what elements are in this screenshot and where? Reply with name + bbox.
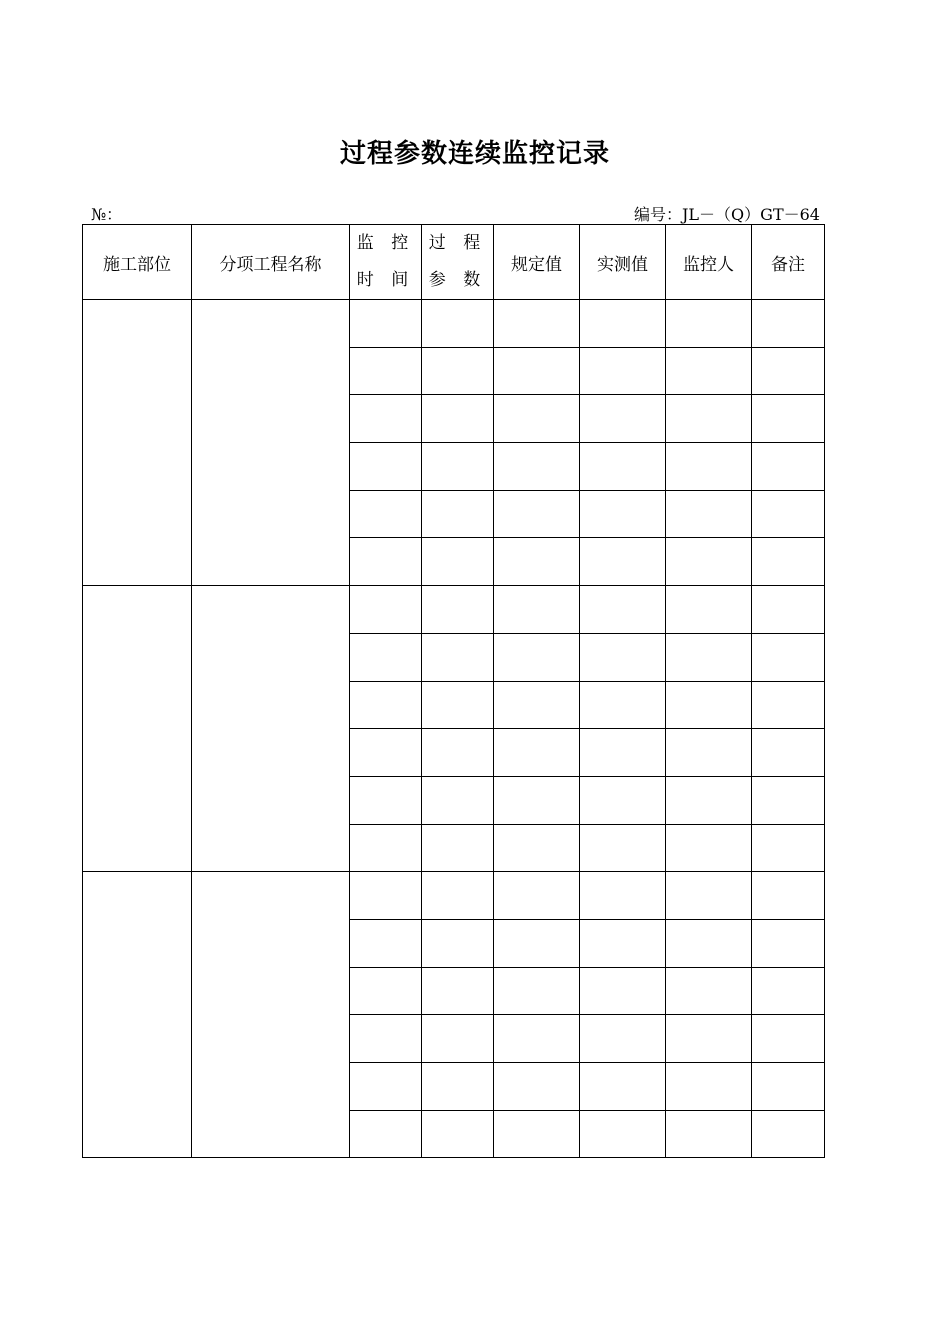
remarks-cell[interactable]: [752, 967, 825, 1015]
monitor-person-cell[interactable]: [666, 967, 752, 1015]
remarks-cell[interactable]: [752, 1015, 825, 1063]
specified-value-cell[interactable]: [494, 872, 580, 920]
specified-value-cell[interactable]: [494, 824, 580, 872]
monitor-person-cell[interactable]: [666, 1063, 752, 1111]
specified-value-cell[interactable]: [494, 1015, 580, 1063]
process-parameter-cell[interactable]: [422, 967, 494, 1015]
measured-value-cell[interactable]: [580, 347, 666, 395]
monitoring-record-table: [82, 224, 825, 1158]
specified-value-cell[interactable]: [494, 1063, 580, 1111]
remarks-cell[interactable]: [752, 586, 825, 634]
monitor-time-cell[interactable]: [350, 967, 422, 1015]
specified-value-cell[interactable]: [494, 776, 580, 824]
specified-value-cell[interactable]: [494, 729, 580, 777]
specified-value-cell[interactable]: [494, 443, 580, 491]
monitor-time-cell[interactable]: [350, 1063, 422, 1111]
specified-value-cell[interactable]: [494, 538, 580, 586]
process-parameter-cell[interactable]: [422, 1110, 494, 1158]
remarks-cell[interactable]: [752, 1063, 825, 1111]
location-cell[interactable]: [83, 586, 192, 872]
monitor-person-cell[interactable]: [666, 490, 752, 538]
specified-value-cell[interactable]: [494, 633, 580, 681]
measured-value-cell[interactable]: [580, 1015, 666, 1063]
monitor-person-cell[interactable]: [666, 395, 752, 443]
process-parameter-cell[interactable]: [422, 824, 494, 872]
specified-value-cell[interactable]: [494, 300, 580, 348]
remarks-cell[interactable]: [752, 347, 825, 395]
monitor-person-cell[interactable]: [666, 776, 752, 824]
measured-value-cell[interactable]: [580, 776, 666, 824]
remarks-cell[interactable]: [752, 872, 825, 920]
process-parameter-cell[interactable]: [422, 586, 494, 634]
monitor-time-cell[interactable]: [350, 824, 422, 872]
specified-value-cell[interactable]: [494, 395, 580, 443]
remarks-cell[interactable]: [752, 776, 825, 824]
process-parameter-cell[interactable]: [422, 729, 494, 777]
monitor-person-cell[interactable]: [666, 1015, 752, 1063]
monitor-person-cell[interactable]: [666, 586, 752, 634]
monitor-time-cell[interactable]: [350, 1015, 422, 1063]
monitor-time-cell[interactable]: [350, 490, 422, 538]
header-row: [83, 225, 825, 300]
remarks-cell[interactable]: [752, 681, 825, 729]
measured-value-cell[interactable]: [580, 443, 666, 491]
monitor-time-cell[interactable]: [350, 347, 422, 395]
process-parameter-cell[interactable]: [422, 395, 494, 443]
table-row: [83, 300, 825, 348]
remarks-cell[interactable]: [752, 395, 825, 443]
monitor-time-cell[interactable]: [350, 776, 422, 824]
subproject-name-cell[interactable]: [192, 300, 350, 586]
measured-value-cell[interactable]: [580, 729, 666, 777]
measured-value-cell[interactable]: [580, 824, 666, 872]
process-parameter-cell[interactable]: [422, 1015, 494, 1063]
record-number-label: №：: [91, 205, 123, 224]
monitor-person-cell[interactable]: [666, 347, 752, 395]
measured-value-cell[interactable]: [580, 1110, 666, 1158]
subproject-name-cell[interactable]: [192, 586, 350, 872]
location-cell[interactable]: [83, 872, 192, 1158]
remarks-cell[interactable]: [752, 633, 825, 681]
remarks-cell[interactable]: [752, 729, 825, 777]
specified-value-cell[interactable]: [494, 1110, 580, 1158]
header-specified-value: 规定值: [494, 225, 580, 300]
header-remarks: 备注: [752, 225, 825, 300]
monitor-person-cell[interactable]: [666, 633, 752, 681]
monitor-person-cell[interactable]: [666, 443, 752, 491]
record-body: [83, 300, 825, 1158]
header-measured-value: 实测值: [580, 225, 666, 300]
header-process-parameter-line1: 过 程: [428, 233, 487, 253]
subproject-name-cell[interactable]: [192, 872, 350, 1158]
process-parameter-cell[interactable]: [422, 681, 494, 729]
specified-value-cell[interactable]: [494, 490, 580, 538]
process-parameter-cell[interactable]: [422, 490, 494, 538]
measured-value-cell[interactable]: [580, 490, 666, 538]
header-monitor-time-line1: 监 控: [356, 233, 415, 253]
table-row: [83, 586, 825, 634]
remarks-cell[interactable]: [752, 919, 825, 967]
measured-value-cell[interactable]: [580, 538, 666, 586]
specified-value-cell[interactable]: [494, 586, 580, 634]
process-parameter-cell[interactable]: [422, 443, 494, 491]
header-monitor-time: [350, 225, 422, 300]
process-parameter-cell[interactable]: [422, 776, 494, 824]
header-subproject-name: 分项工程名称: [192, 225, 350, 300]
specified-value-cell[interactable]: [494, 967, 580, 1015]
monitor-person-cell[interactable]: [666, 1110, 752, 1158]
process-parameter-cell[interactable]: [422, 300, 494, 348]
monitor-person-cell[interactable]: [666, 729, 752, 777]
specified-value-cell[interactable]: [494, 681, 580, 729]
monitor-time-cell[interactable]: [350, 300, 422, 348]
form-code-label: 编号：JL－（Q）GT－64: [634, 205, 820, 224]
process-parameter-cell[interactable]: [422, 1063, 494, 1111]
monitor-time-cell[interactable]: [350, 872, 422, 920]
remarks-cell[interactable]: [752, 300, 825, 348]
header-location: 施工部位: [83, 225, 192, 300]
monitor-person-cell[interactable]: [666, 919, 752, 967]
monitor-time-cell[interactable]: [350, 1110, 422, 1158]
measured-value-cell[interactable]: [580, 967, 666, 1015]
monitor-person-cell[interactable]: [666, 538, 752, 586]
measured-value-cell[interactable]: [580, 1063, 666, 1111]
remarks-cell[interactable]: [752, 490, 825, 538]
header-process-parameter: [422, 225, 494, 300]
process-parameter-cell[interactable]: [422, 633, 494, 681]
monitor-time-cell[interactable]: [350, 919, 422, 967]
remarks-cell[interactable]: [752, 443, 825, 491]
measured-value-cell[interactable]: [580, 586, 666, 634]
monitor-time-cell[interactable]: [350, 681, 422, 729]
location-cell[interactable]: [83, 300, 192, 586]
monitor-time-cell[interactable]: [350, 443, 422, 491]
monitor-time-cell[interactable]: [350, 729, 422, 777]
header-monitor-time-line2: 时 间: [356, 270, 415, 290]
measured-value-cell[interactable]: [580, 633, 666, 681]
specified-value-cell[interactable]: [494, 919, 580, 967]
measured-value-cell[interactable]: [580, 872, 666, 920]
measured-value-cell[interactable]: [580, 395, 666, 443]
monitor-person-cell[interactable]: [666, 824, 752, 872]
monitor-person-cell[interactable]: [666, 872, 752, 920]
header-process-parameter-line2: 参 数: [428, 270, 487, 290]
process-parameter-cell[interactable]: [422, 919, 494, 967]
process-parameter-cell[interactable]: [422, 538, 494, 586]
monitor-time-cell[interactable]: [350, 395, 422, 443]
process-parameter-cell[interactable]: [422, 347, 494, 395]
table-row: [83, 872, 825, 920]
header-monitor-person: 监控人: [666, 225, 752, 300]
page-title: 过程参数连续监控记录: [339, 139, 610, 169]
monitor-person-cell[interactable]: [666, 300, 752, 348]
remarks-cell[interactable]: [752, 824, 825, 872]
remarks-cell[interactable]: [752, 538, 825, 586]
measured-value-cell[interactable]: [580, 919, 666, 967]
monitor-time-cell[interactable]: [350, 538, 422, 586]
specified-value-cell[interactable]: [494, 347, 580, 395]
monitor-person-cell[interactable]: [666, 681, 752, 729]
measured-value-cell[interactable]: [580, 681, 666, 729]
remarks-cell[interactable]: [752, 1110, 825, 1158]
measured-value-cell[interactable]: [580, 300, 666, 348]
process-parameter-cell[interactable]: [422, 872, 494, 920]
monitor-time-cell[interactable]: [350, 586, 422, 634]
monitor-time-cell[interactable]: [350, 633, 422, 681]
